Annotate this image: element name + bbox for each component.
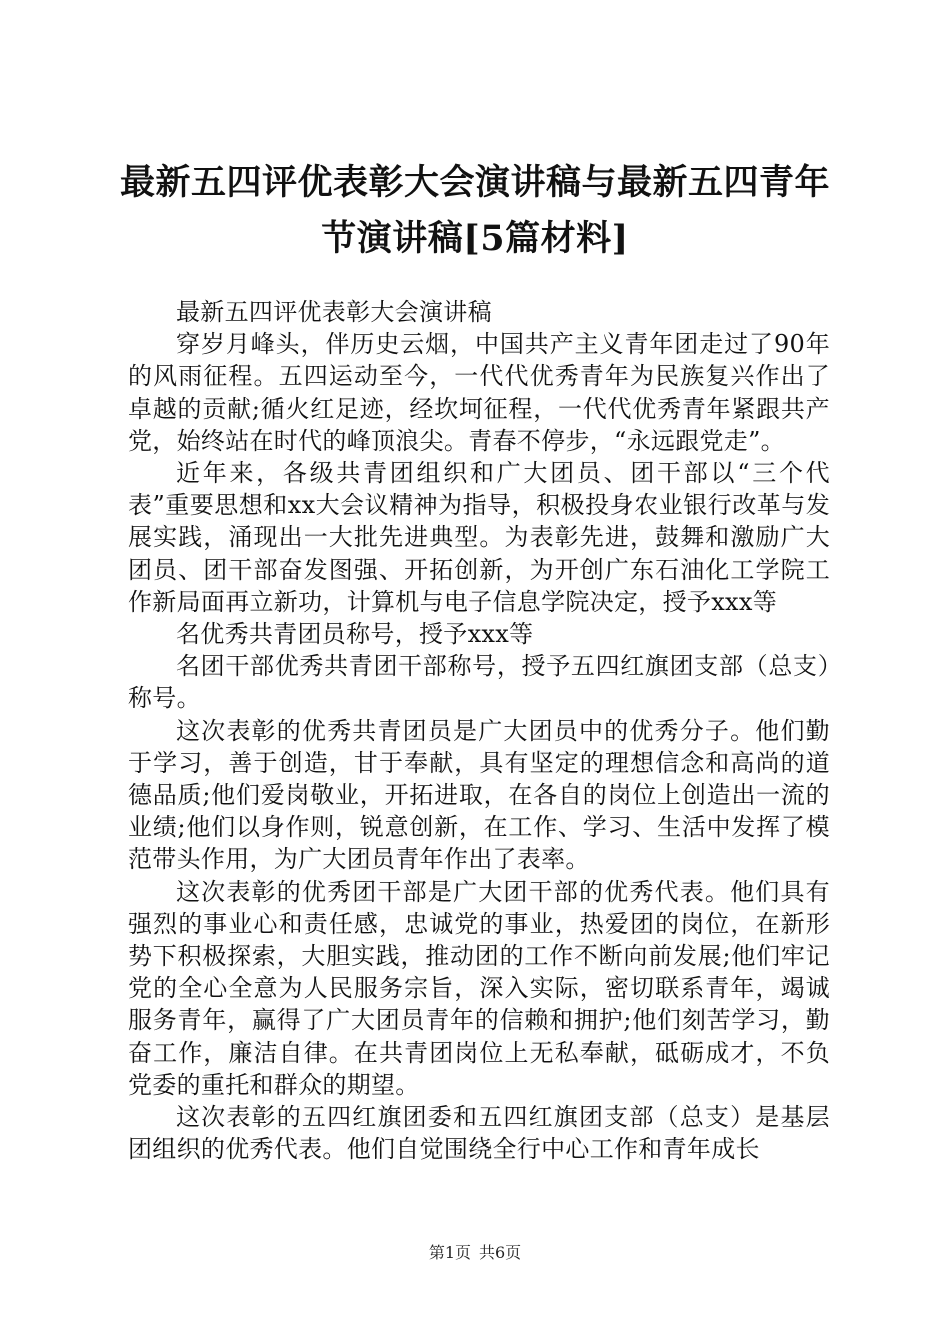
page-total: 共6页 <box>479 1243 522 1262</box>
paragraph: 名团干部优秀共青团干部称号，授予五四红旗团支部（总支）称号。 <box>128 652 830 713</box>
paragraph: 近年来，各级共青团组织和广大团员、团干部以“三个代表”重要思想和xx大会议精神为指导，积极投身农业银行改革与发展实践，涌现出一大批先进典型。为表彰先进，鼓舞和激励广大团员、团干部奋发图强、开拓创新，为开创广东石油化工学院工作新局面再立新功，计算机与电子信息学院决定，授予xxx等 <box>128 459 830 616</box>
page-footer <box>0 1243 950 1263</box>
paragraph: 这次表彰的优秀共青团员是广大团员中的优秀分子。他们勤于学习，善于创造，甘于奉献，具有坚定的理想信念和高尚的道德品质;他们爱岗敬业，开拓进取，在各自的岗位上创造出一流的业绩;他们以身作则，锐意创新，在工作、学习、生活中发挥了模范带头作用，为广大团员青年作出了表率。 <box>128 716 830 874</box>
document-title: 最新五四评优表彰大会演讲稿与最新五四青年节演讲稿[5篇材料] <box>119 162 830 259</box>
document-body <box>128 296 830 1165</box>
paragraph: 这次表彰的五四红旗团委和五四红旗团支部（总支）是基层团组织的优秀代表。他们自觉围绕全行中心工作和青年成长 <box>128 1103 830 1164</box>
paragraph: 这次表彰的优秀团干部是广大团干部的优秀代表。他们具有强烈的事业心和责任感，忠诚党的事业，热爱团的岗位，在新形势下积极探索，大胆实践，推动团的工作不断向前发展;他们牢记党的全心全意为人民服务宗旨，深入实际，密切联系青年，竭诚服务青年，赢得了广大团员青年的信赖和拥护;他们刻苦学习，勤奋工作，廉洁自律。在共青团岗位上无私奉献，砥砺成才，不负党委的重托和群众的期望。 <box>128 877 830 1099</box>
page-number: 第1页 <box>428 1243 471 1262</box>
paragraph-subtitle: 最新五四评优表彰大会演讲稿 <box>176 298 492 326</box>
paragraph: 穿岁月峰头，伴历史云烟，中国共产主义青年团走过了90年的风雨征程。五四运动至今，一代代优秀青年为民族复兴作出了卓越的贡献;循火红足迹，经坎坷征程，一代代优秀青年紧跟共产党，始终站在时代的峰顶浪尖。青春不停步，“永远跟党走”。 <box>128 330 830 455</box>
paragraph: 名优秀共青团员称号，授予xxx等 <box>176 620 534 649</box>
